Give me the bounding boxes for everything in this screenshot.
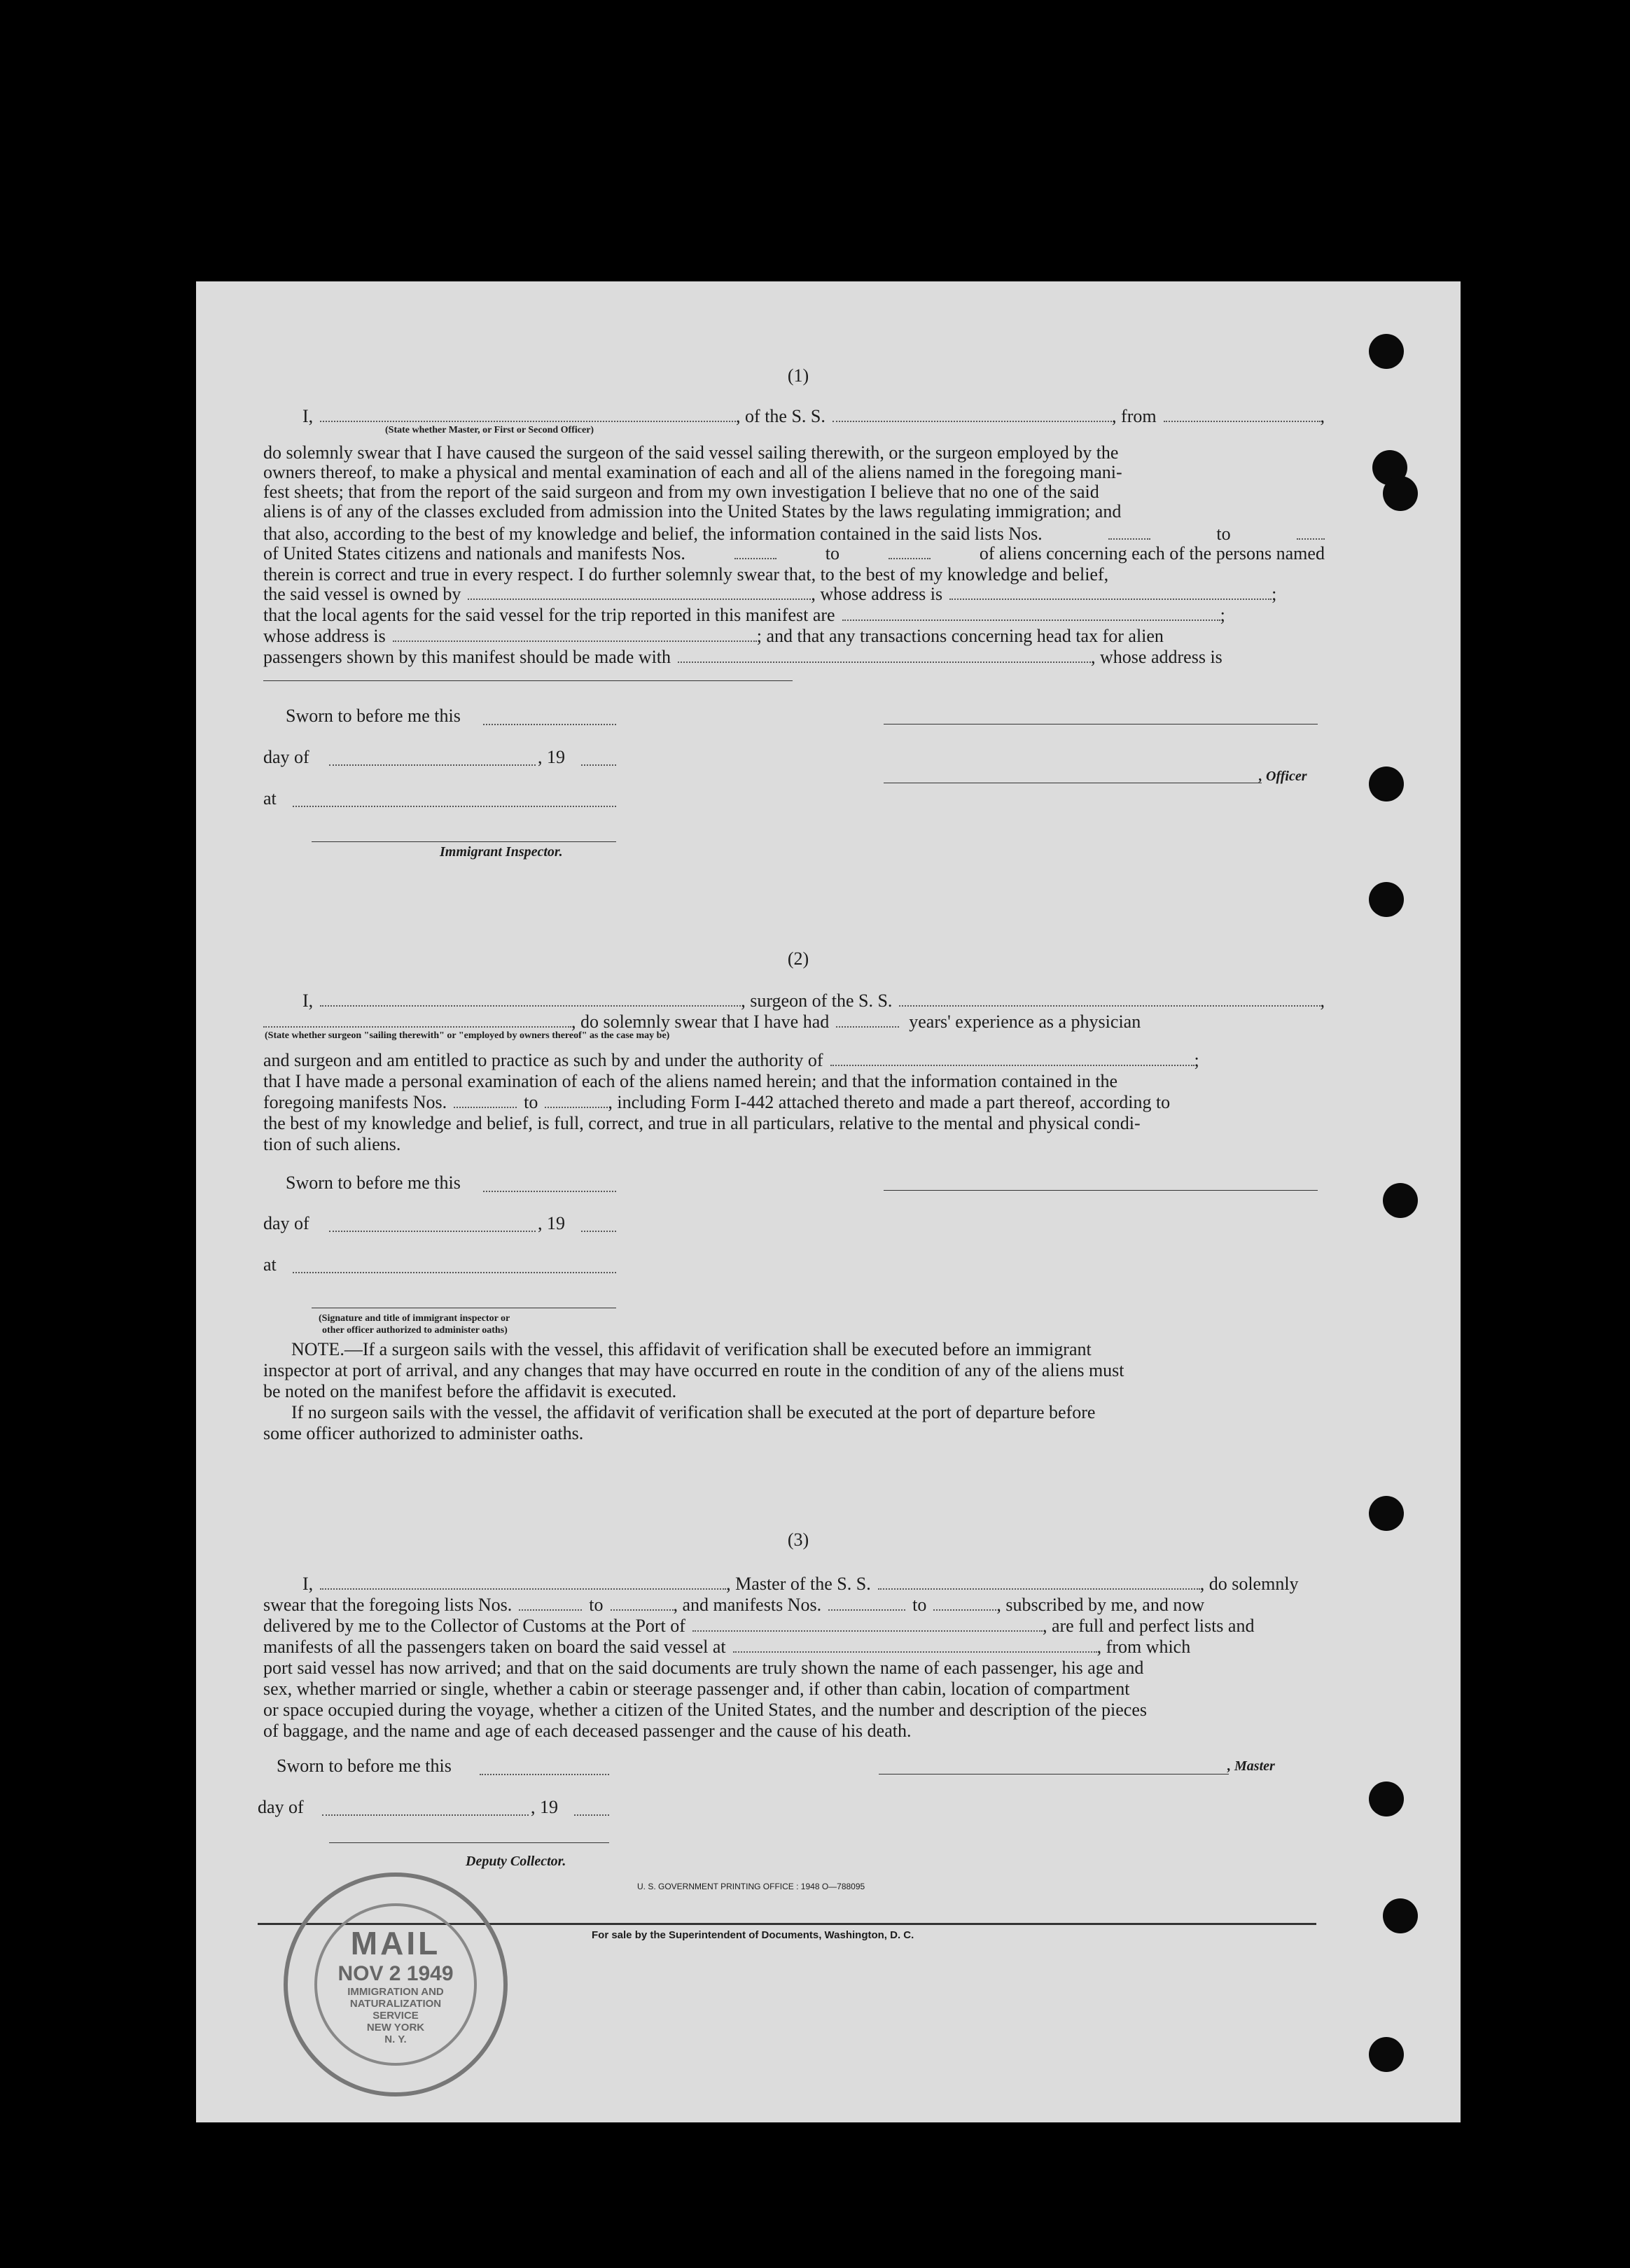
s1-officer-caption: (State whether Master, or First or Second Officer) — [385, 425, 594, 435]
s2-body-1: that I have made a personal examination of each of the aliens named herein; and that the information contained in the — [263, 1071, 1118, 1091]
s3-line-2: swear that the foregoing lists Nos. to , and manifests Nos. to , subscribed by me, and now — [263, 1595, 1205, 1615]
s2-years-field[interactable] — [836, 1012, 899, 1028]
s3-list-to-field[interactable] — [611, 1595, 674, 1611]
s1-body-5: of United States citizens and nationals and manifests Nos. to of aliens concerning each of the persons named — [263, 543, 1325, 564]
s2-body-2: the best of my knowledge and belief, is full, correct, and true in all particulars, relative to the mental and physical condi- — [263, 1113, 1141, 1133]
s2-body-3: tion of such aliens. — [263, 1134, 401, 1154]
gpo-imprint: U. S. GOVERNMENT PRINTING OFFICE : 1948 O—788095 — [637, 1882, 865, 1891]
note-line-5: some officer authorized to administer oaths. — [263, 1423, 584, 1443]
s2-manifest-to-field[interactable] — [545, 1093, 608, 1108]
s1-body-1: owners thereof, to make a physical and mental examination of each and all of the aliens named in the foregoing mani- — [263, 462, 1122, 482]
s2-surgeon-caption: (State whether surgeon "sailing therewith" or "employed by owners thereof" as the case may be) — [265, 1030, 670, 1041]
s1-address-rule — [263, 680, 793, 681]
s1-vessel-field[interactable] — [833, 407, 1112, 422]
s2-sig-caption-1: (Signature and title of immigrant inspector or — [319, 1313, 510, 1324]
s3-body-0: port said vessel has now arrived; and that on the said documents are truly shown the name of each passenger, his age and — [263, 1658, 1144, 1678]
s3-collector-label: Deputy Collector. — [466, 1854, 566, 1869]
s1-inspector-label: Immigrant Inspector. — [440, 844, 563, 860]
stamp-office-3: SERVICE — [372, 2009, 419, 2022]
s3-body-3: of baggage, and the name and age of each deceased passenger and the cause of his death. — [263, 1721, 912, 1741]
s1-owner-field[interactable] — [468, 584, 811, 600]
punch-hole — [1369, 2037, 1404, 2072]
s1-body-6: therein is correct and true in every respect. I do further solemnly swear that, to the best of my knowledge and belief, — [263, 564, 1109, 584]
s1-manifest-from-field[interactable] — [734, 544, 776, 559]
s3-master-name-field[interactable] — [320, 1574, 726, 1590]
s1-manifest-to-field[interactable] — [889, 544, 931, 559]
s3-body-1: sex, whether married or single, whether a cabin or steerage passenger and, if other than cabin, location of compartment — [263, 1679, 1130, 1699]
s1-owner-address-field[interactable] — [949, 584, 1272, 600]
s3-port-field[interactable] — [692, 1616, 1043, 1632]
s1-of-ss: , of the S. S. — [736, 406, 826, 426]
s3-collector-rule — [329, 1842, 609, 1843]
note-line-3: be noted on the manifest before the affidavit is executed. — [263, 1381, 677, 1401]
sale-notice: For sale by the Superintendent of Documents, Washington, D. C. — [592, 1929, 914, 1941]
s2-surgeon-sign-rule — [884, 1190, 1318, 1191]
s1-i: I, — [302, 406, 314, 426]
s1-officer-field[interactable] — [320, 407, 736, 422]
section-2-number: (2) — [787, 948, 809, 969]
stamp-office-4: NEW YORK — [366, 2021, 425, 2033]
s1-from-field[interactable] — [1164, 407, 1321, 422]
s3-body-2: or space occupied during the voyage, whether a citizen of the United States, and the number and description of the pieces — [263, 1700, 1148, 1720]
s3-manifest-to-field[interactable] — [933, 1595, 996, 1611]
s3-day-of: day of — [258, 1797, 304, 1817]
s2-sworn-field[interactable] — [483, 1177, 616, 1192]
s3-list-from-field[interactable] — [519, 1595, 582, 1611]
s1-head-tax-field[interactable] — [678, 648, 1091, 663]
s2-line-1: I, , surgeon of the S. S. , — [302, 990, 1325, 1011]
s1-agents-line: that the local agents for the said vessel for the trip reported in this manifest are ; — [263, 605, 1225, 625]
s1-owned-line: the said vessel is owned by , whose address is ; — [263, 584, 1277, 604]
s3-day-field[interactable] — [322, 1800, 529, 1816]
stamp-inner-ring — [314, 1903, 477, 2066]
s1-agents-field[interactable] — [842, 606, 1220, 621]
s2-at-field[interactable] — [293, 1258, 616, 1273]
s2-day-of: day of — [263, 1213, 309, 1233]
punch-hole — [1369, 1496, 1404, 1531]
s2-vessel-field[interactable] — [899, 991, 1320, 1007]
s1-body-0: do solemnly swear that I have caused the surgeon of the said vessel sailing therewith, or the surgeon employed by the — [263, 442, 1119, 463]
stamp-mail-word: MAIL — [350, 1924, 441, 1961]
s1-sworn: Sworn to before me this — [286, 706, 461, 726]
s2-at: at — [263, 1254, 277, 1275]
note-line-4: If no surgeon sails with the vessel, the affidavit of verification shall be executed at the port of departure before — [291, 1402, 1096, 1422]
s1-from: , from — [1112, 406, 1157, 426]
s3-sworn-field[interactable] — [480, 1760, 609, 1775]
mail-date-stamp — [284, 1872, 508, 2096]
s1-passengers-line: passengers shown by this manifest should be made with , whose address is — [263, 647, 1222, 667]
s1-line-1: I, , of the S. S. , from , — [302, 406, 1325, 426]
s3-year-field[interactable] — [574, 1800, 609, 1816]
s1-officer-label: , Officer — [1259, 769, 1307, 784]
s2-surgeon-type-field[interactable] — [263, 1012, 571, 1028]
stamp-date: NOV 2 1949 — [337, 1961, 454, 1985]
s3-manifest-from-field[interactable] — [828, 1595, 905, 1611]
s3-sworn: Sworn to before me this — [277, 1756, 452, 1776]
note-line-2: inspector at port of arrival, and any changes that may have occurred en route in the condition of any of the aliens must — [263, 1360, 1124, 1380]
stamp-office-1: IMMIGRATION AND — [347, 1985, 444, 1998]
s2-day-field[interactable] — [329, 1217, 536, 1232]
punch-hole — [1383, 1183, 1418, 1218]
section-1-number: (1) — [787, 365, 809, 386]
s2-sworn: Sworn to before me this — [286, 1172, 461, 1193]
s3-line-4: manifests of all the passengers taken on board the said vessel at , from which — [263, 1637, 1191, 1657]
s1-agents-address-field[interactable] — [393, 626, 757, 642]
stamp-office-5: N. Y. — [384, 2033, 407, 2045]
punch-hole — [1369, 334, 1404, 369]
s1-at: at — [263, 788, 277, 808]
s2-year-field[interactable] — [581, 1217, 616, 1232]
punch-hole — [1383, 1898, 1418, 1933]
s1-body-2: fest sheets; that from the report of the said surgeon and from my own investigation I believe that no one of the said — [263, 482, 1099, 502]
s3-year: , 19 — [531, 1797, 558, 1817]
punch-hole — [1369, 766, 1404, 802]
s1-body-3: aliens is of any of the classes excluded from admission into the United States by the laws regulating immigration; and — [263, 501, 1122, 522]
stamp-office-2: NATURALIZATION — [349, 1997, 442, 2010]
s1-list-from-field[interactable] — [1108, 524, 1150, 540]
s1-at-field[interactable] — [293, 792, 616, 807]
punch-hole — [1369, 1782, 1404, 1816]
s3-line-3: delivered by me to the Collector of Customs at the Port of , are full and perfect lists and — [263, 1616, 1255, 1636]
s3-embark-port-field[interactable] — [733, 1637, 1097, 1653]
punch-hole — [1383, 476, 1418, 511]
punch-hole — [1369, 882, 1404, 917]
s1-inspector-rule — [312, 841, 616, 842]
section-3-number: (3) — [787, 1530, 809, 1550]
s3-line-1: I, , Master of the S. S. , do solemnly — [302, 1574, 1299, 1594]
s1-sworn-field[interactable] — [483, 710, 616, 725]
s1-agents-address-line: whose address is ; and that any transactions concerning head tax for alien — [263, 626, 1164, 646]
s2-line-2: , do solemnly swear that I have had years' experience as a physician — [263, 1011, 1325, 1032]
s1-day-of: day of — [263, 747, 309, 767]
s1-list-to-field[interactable] — [1297, 524, 1325, 540]
s2-manifest-from-field[interactable] — [454, 1093, 517, 1108]
s2-authority-line: and surgeon and am entitled to practice as such by and under the authority of ; — [263, 1050, 1199, 1070]
s1-year-field[interactable] — [581, 750, 616, 766]
note-line-1: NOTE.—If a surgeon sails with the vessel, this affidavit of verification shall be executed before an immigrant — [291, 1339, 1092, 1359]
s1-day-field[interactable] — [329, 750, 536, 766]
s3-master-label: , Master — [1227, 1758, 1275, 1774]
s1-year: , 19 — [538, 747, 565, 767]
s2-surgeon-name-field[interactable] — [320, 991, 741, 1007]
s2-authority-field[interactable] — [830, 1051, 1194, 1066]
s1-body-4: that also, according to the best of my knowledge and belief, the information contained in the said lists Nos. to — [263, 524, 1325, 545]
s3-vessel-field[interactable] — [878, 1574, 1200, 1590]
s2-sig-caption-2: other officer authorized to administer oaths) — [322, 1325, 508, 1336]
s2-year: , 19 — [538, 1213, 565, 1233]
s2-foregoing-line: foregoing manifests Nos. to , including Form I-442 attached thereto and made a part thereof, according to — [263, 1092, 1171, 1112]
